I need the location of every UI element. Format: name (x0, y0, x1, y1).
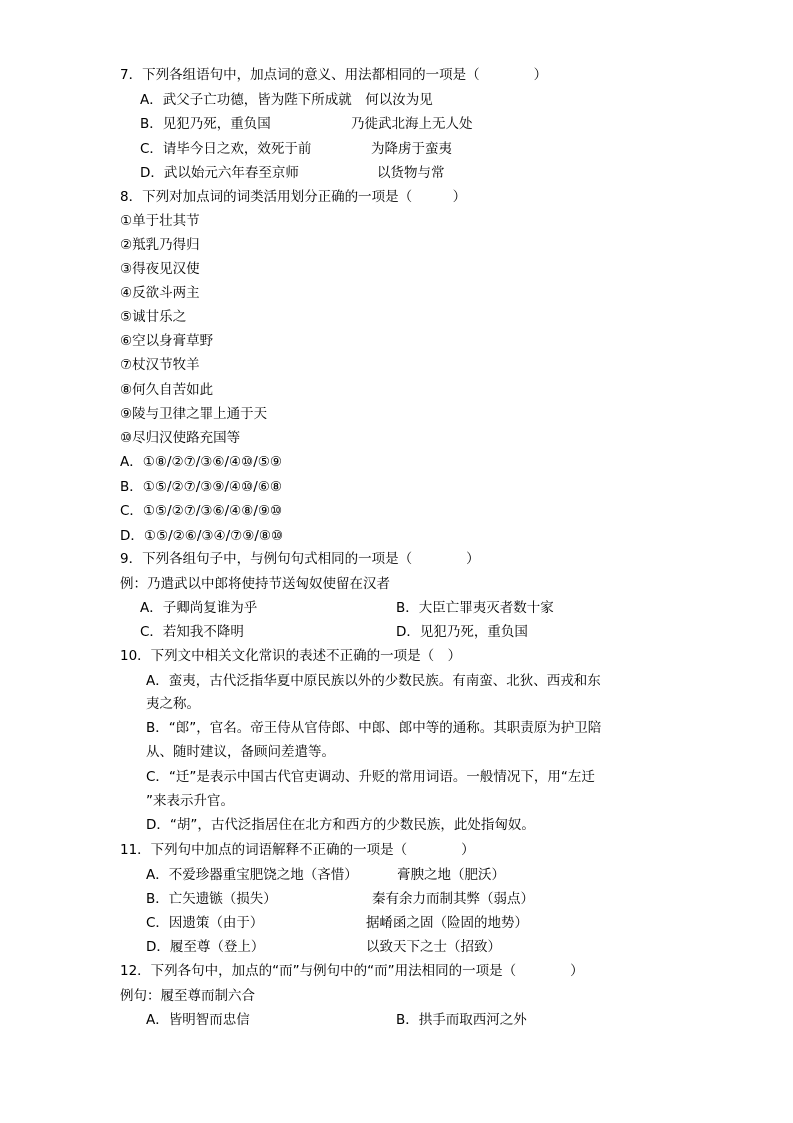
q9-example: 例：乃遣武以中郎将使持节送匈奴使留在汉者 (120, 576, 390, 592)
question-10-stem: 10．下列文中相关文化常识的表述不正确的一项是（ ） (120, 648, 462, 664)
q8-item: ⑥空以身膏草野 (120, 333, 214, 349)
q12-example: 例句：履至尊而制六合 (120, 988, 255, 1004)
q8-option-d: D．①⑤/②⑥/③④/⑦⑨/⑧⑩ (120, 528, 284, 544)
q8-option-c: C．①⑤/②⑦/③⑥/④⑧/⑨⑩ (120, 503, 283, 519)
q12-option-a: A．皆明智而忠信 (146, 1012, 250, 1028)
q10-option-d: D．“胡”，古代泛指居住在北方和西方的少数民族，此处指匈奴。 (146, 817, 535, 833)
q8-item: ④反欲斗两主 (120, 285, 200, 301)
q10-option-c-line2: ”来表示升官。 (146, 793, 234, 809)
q8-item: ③得夜见汉使 (120, 261, 200, 277)
q9-option-b: B．大臣亡罪夷灭者数十家 (396, 600, 554, 616)
q7-option-b-left: B．见犯乃死，重负国 (140, 116, 271, 132)
q7-option-d-left: D．武以始元六年春至京师 (140, 165, 299, 181)
q8-item: ②羝乳乃得归 (120, 237, 200, 253)
q11-option-c-right: 据崤函之固（险固的地势） (366, 915, 528, 931)
q7-option-c-right: 为降虏于蛮夷 (371, 141, 452, 157)
q9-option-c: C．若知我不降明 (140, 624, 244, 640)
q10-option-a-line1: A．蛮夷，古代泛指华夏中原民族以外的少数民族。有南蛮、北狄、西戎和东 (146, 673, 601, 689)
q11-option-b-right: 秦有余力而制其弊（弱点） (372, 891, 534, 907)
q8-item: ⑤诚甘乐之 (120, 309, 187, 325)
question-8-stem: 8．下列对加点词的词类活用划分正确的一项是（ ） (120, 189, 467, 205)
q7-option-d-right: 以货物与常 (377, 165, 445, 181)
q12-option-b: B．拱手而取西河之外 (396, 1012, 527, 1028)
q11-option-d-left: D．履至尊（登上） (146, 939, 265, 955)
q9-option-a: A．子卿尚复谁为乎 (140, 600, 258, 616)
q11-option-a-left: A．不爱珍器重宝肥饶之地（吝惜） (146, 867, 358, 883)
q9-option-d: D．见犯乃死，重负国 (396, 624, 528, 640)
q8-item: ⑦杖汉节牧羊 (120, 357, 200, 373)
q8-item: ⑨陵与卫律之罪上通于天 (120, 406, 268, 422)
q8-item: ①单于壮其节 (120, 213, 200, 229)
q8-option-a: A．①⑧/②⑦/③⑥/④⑩/⑤⑨ (120, 454, 282, 470)
q10-option-b-line2: 从、随时建议，备顾问差遣等。 (146, 744, 335, 760)
q8-item: ⑧何久自苦如此 (120, 382, 214, 398)
q10-option-a-line2: 夷之称。 (146, 696, 200, 712)
question-12-stem: 12．下列各句中，加点的“而”与例句中的“而”用法相同的一项是（ ） (120, 963, 584, 979)
question-11-stem: 11．下列句中加点的词语解释不正确的一项是（ ） (120, 842, 475, 858)
q11-option-b-left: B．亡矢遗镞（损失） (146, 891, 277, 907)
question-9-stem: 9．下列各组句子中，与例句句式相同的一项是（ ） (120, 551, 480, 567)
q10-option-c-line1: C．“迁”是表示中国古代官吏调动、升贬的常用词语。一般情况下，用“左迁 (146, 769, 595, 785)
q11-option-a-right: 膏腴之地（肥沃） (397, 867, 505, 883)
q7-option-c-left: C．请毕今日之欢，效死于前 (140, 141, 312, 157)
q8-item: ⑩尽归汉使路充国等 (120, 430, 241, 446)
q11-option-d-right: 以致天下之士（招致） (366, 939, 501, 955)
q8-option-b: B．①⑤/②⑦/③⑨/④⑩/⑥⑧ (120, 479, 282, 495)
q7-option-b-right: 乃徙武北海上无人处 (351, 116, 473, 132)
q7-option-a: A．武父子亡功德，皆为陛下所成就 何以汝为见 (140, 92, 433, 108)
q10-option-b-line1: B．“郎”，官名。帝王侍从官侍郎、中郎、郎中等的通称。其职责原为护卫陪 (146, 720, 602, 736)
question-7-stem: 7．下列各组语句中，加点词的意义、用法都相同的一项是（ ） (120, 67, 548, 83)
q11-option-c-left: C．因遗策（由于） (146, 915, 264, 931)
